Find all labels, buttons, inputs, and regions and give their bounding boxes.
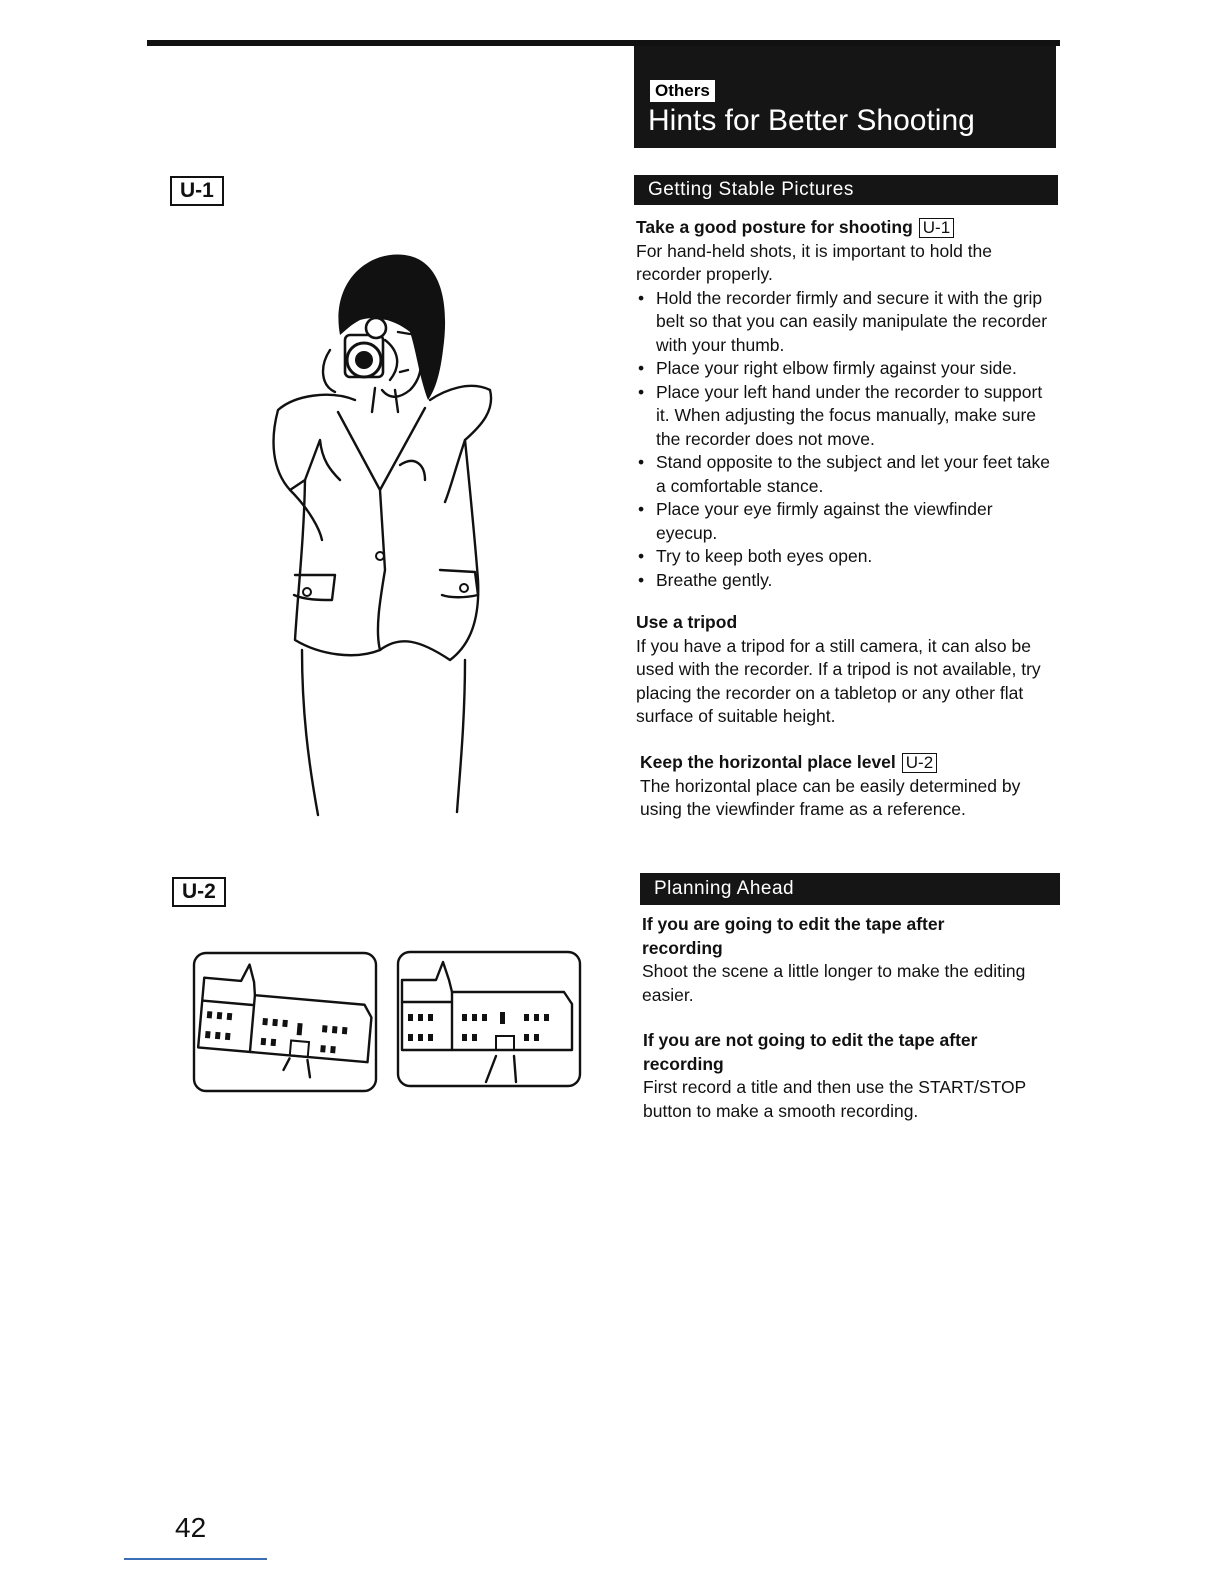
list-item: • Hold the recorder firmly and secure it with the grip belt so that you can easily manipulate the recorder with your thumb. bbox=[636, 287, 1056, 358]
list-item: • Place your eye firmly against the viewfinder eyecup. bbox=[636, 498, 1056, 545]
figure-ref-u1: U-1 bbox=[919, 218, 954, 238]
tripod-heading: Use a tripod bbox=[636, 612, 738, 632]
posture-intro: For hand-held shots, it is important to hold the recorder properly. bbox=[636, 240, 993, 284]
level-body: The horizontal place can be easily determined by using the viewfinder frame as a reference. bbox=[640, 775, 1021, 819]
section-heading-stable-pictures: Getting Stable Pictures bbox=[634, 175, 1058, 205]
bottom-rule bbox=[124, 1558, 267, 1560]
page-number: 42 bbox=[175, 1512, 207, 1543]
page-title: Hints for Better Shooting bbox=[648, 104, 975, 137]
category-tag: Others bbox=[650, 80, 715, 102]
edit-section bbox=[642, 913, 1062, 1007]
page-header bbox=[634, 46, 1056, 148]
figure-label-u1: U-1 bbox=[170, 176, 224, 206]
posture-section bbox=[636, 216, 1056, 592]
level-heading-text: Keep the horizontal place level bbox=[640, 752, 896, 772]
woman-holding-camcorder-illustration bbox=[260, 240, 510, 830]
list-item: • Try to keep both eyes open. bbox=[636, 545, 1056, 569]
list-item: • Place your left hand under the recorder to support it. When adjusting the focus manually, make sure the recorder does not move. bbox=[636, 381, 1056, 452]
no-edit-section bbox=[643, 1029, 1063, 1123]
posture-heading bbox=[636, 216, 1056, 240]
list-item: • Stand opposite to the subject and let your feet take a comfortable stance. bbox=[636, 451, 1056, 498]
posture-heading-text: Take a good posture for shooting bbox=[636, 217, 913, 237]
edit-body: Shoot the scene a little longer to make the editing easier. bbox=[642, 961, 1026, 1005]
level-section bbox=[640, 751, 1060, 822]
section-heading-planning-ahead: Planning Ahead bbox=[640, 873, 1060, 905]
no-edit-heading: If you are not going to edit the tape after recording bbox=[643, 1030, 978, 1074]
figure-label-u2: U-2 bbox=[172, 877, 226, 907]
list-item: • Place your right elbow firmly against your side. bbox=[636, 357, 1056, 381]
figure-ref-u2: U-2 bbox=[902, 753, 937, 773]
posture-bullet-list bbox=[636, 287, 1056, 593]
edit-heading: If you are going to edit the tape after recording bbox=[642, 914, 945, 958]
list-item: • Breathe gently. bbox=[636, 569, 1056, 593]
tripod-section bbox=[636, 611, 1056, 729]
tilted-horizon-viewfinder-illustration bbox=[192, 950, 380, 1095]
tripod-body: If you have a tripod for a still camera, it can also be used with the recorder. If a tripod is not available, try placing the recorder on a tabletop or any other flat surface of suitable height. bbox=[636, 635, 1041, 726]
no-edit-body: First record a title and then use the START/STOP button to make a smooth recording. bbox=[643, 1077, 1026, 1121]
level-horizon-viewfinder-illustration bbox=[396, 950, 582, 1090]
level-heading bbox=[640, 751, 1060, 775]
